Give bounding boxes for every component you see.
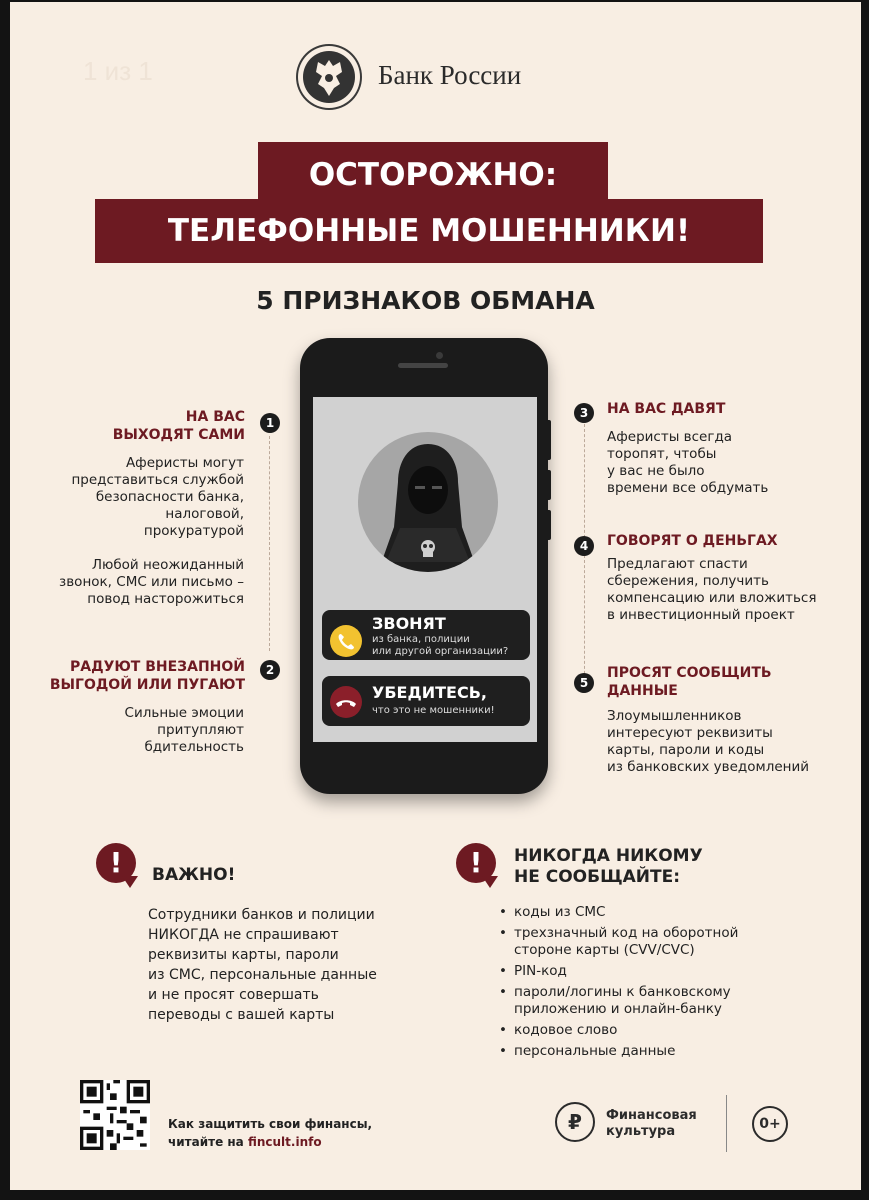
footer-text — [168, 1115, 372, 1151]
never-list — [494, 904, 764, 1064]
text-line: представиться службой — [71, 472, 244, 488]
text-line: у вас не было — [607, 463, 705, 479]
text-line: из банковских уведомлений — [607, 759, 810, 775]
phone-hangup-icon[interactable] — [330, 686, 362, 718]
text-line: Сотрудники банков и полиции — [148, 907, 375, 923]
sign-1-heading-line: ВЫХОДЯТ САМИ — [112, 427, 245, 443]
text-line: переводы с вашей карты — [148, 1007, 335, 1023]
text-line: Злоумышленников — [607, 708, 742, 724]
exclamation-bubble-icon: ! — [456, 843, 496, 883]
page-counter: 1 из 1 — [83, 56, 153, 86]
fincult-brand — [606, 1108, 697, 1140]
incoming-call-title: ЗВОНЯТ — [372, 614, 446, 633]
footer-divider — [726, 1095, 727, 1152]
phone-answer-icon[interactable] — [330, 625, 362, 657]
list-item — [494, 984, 764, 1018]
sign-3-heading: НА ВАС ДАВЯТ — [607, 401, 726, 417]
exclamation-bubble-icon: ! — [96, 843, 136, 883]
text-line: времени все обдумать — [607, 480, 769, 496]
text-line: Предлагают спасти — [607, 556, 748, 572]
list-item-line: • пароли/логины к банковскому — [514, 984, 731, 1000]
qr-code-icon[interactable] — [80, 1080, 150, 1150]
footer-prefix: читайте на — [168, 1135, 248, 1149]
list-item-line: • PIN-код — [514, 963, 567, 979]
important-text — [148, 905, 377, 1025]
sign-1-heading-line: НА ВАС — [185, 409, 245, 425]
phone-side-button — [546, 510, 551, 540]
footer-text-line: Как защитить свои финансы, — [168, 1117, 373, 1131]
text-line: карты, пароли и коды — [607, 742, 765, 758]
list-item-line: • кодовое слово — [514, 1022, 618, 1038]
sign-2-heading-line: РАДУЮТ ВНЕЗАПНОЙ — [70, 659, 245, 675]
sign-1-text — [60, 455, 244, 540]
sign-1-heading — [100, 408, 245, 444]
title-line-1: ОСТОРОЖНО: — [258, 142, 608, 208]
list-item-line: приложению и онлайн-банку — [514, 1001, 722, 1017]
sign-4-text — [607, 556, 816, 624]
double-headed-eagle-icon — [296, 44, 362, 110]
sign-2-heading — [40, 658, 245, 694]
list-item — [494, 1043, 764, 1060]
sign-2-number: 2 — [260, 660, 280, 680]
sign-5-number: 5 — [574, 673, 594, 693]
sign-2-text — [100, 705, 244, 756]
text-line: из СМС, персональные данные — [148, 967, 377, 983]
fincult-brand-line: Финансовая — [606, 1108, 697, 1123]
bank-name: Банк России — [378, 60, 522, 90]
text-line: прокуратурой — [143, 523, 244, 539]
phone-side-button — [546, 420, 551, 460]
hooded-hacker-icon — [358, 432, 498, 572]
text-line: компенсацию или вложиться — [607, 590, 817, 606]
never-title-line: НЕ СООБЩАЙТЕ: — [514, 867, 681, 887]
list-item — [494, 1022, 764, 1039]
text-line: в инвестиционный проект — [607, 607, 795, 623]
list-item-line: • персональные данные — [514, 1043, 676, 1059]
call-sub-line: из банка, полиции — [372, 634, 470, 645]
phone-camera — [436, 352, 443, 359]
text-line: НИКОГДА не спрашивают — [148, 927, 339, 943]
sign-4-heading: ГОВОРЯТ О ДЕНЬГАХ — [607, 533, 778, 549]
text-line: реквизиты карты, пароли — [148, 947, 339, 963]
call-sub-line: или другой организации? — [372, 646, 509, 657]
text-line: торопят, чтобы — [607, 446, 717, 462]
subtitle: 5 ПРИЗНАКОВ ОБМАНА — [256, 286, 595, 315]
sign-1-number: 1 — [260, 413, 280, 433]
text-line: сбережения, получить — [607, 573, 769, 589]
ruble-icon: ₽ — [555, 1102, 595, 1142]
sign-4-number: 4 — [574, 536, 594, 556]
list-item-line: • трехзначный код на оборотной — [514, 925, 739, 941]
bubble-tail — [122, 876, 138, 888]
important-title: ВАЖНО! — [152, 865, 236, 885]
never-title-line: НИКОГДА НИКОМУ — [514, 846, 703, 866]
timeline-left — [269, 436, 270, 651]
sign-2-heading-line: ВЫГОДОЙ ИЛИ ПУГАЮТ — [49, 677, 245, 693]
sign-5-heading-line: ДАННЫЕ — [607, 683, 678, 699]
sign-5-heading — [607, 664, 772, 700]
phone-side-button — [546, 470, 551, 500]
footer-text-line — [168, 1133, 372, 1151]
list-item-line: стороне карты (CVV/CVC) — [514, 942, 695, 958]
fincult-link[interactable]: fincult.info — [247, 1135, 322, 1149]
fincult-brand-line: культура — [606, 1124, 676, 1139]
list-item — [494, 904, 764, 921]
text-line: Сильные эмоции — [124, 705, 244, 721]
list-item — [494, 963, 764, 980]
age-rating-badge: 0+ — [752, 1106, 788, 1142]
text-line: повод насторожиться — [87, 591, 244, 607]
sign-5-text — [607, 708, 809, 776]
list-item-line: • коды из СМС — [514, 904, 606, 920]
text-line: бдительность — [144, 739, 244, 755]
text-line: безопасности банка, — [95, 489, 244, 505]
never-title — [514, 846, 703, 888]
sign-3-number: 3 — [574, 403, 594, 423]
verify-call-title: УБЕДИТЕСЬ, — [372, 683, 487, 702]
bubble-tail — [482, 876, 498, 888]
text-line: и не просят совершать — [148, 987, 319, 1003]
sign-1-text-2 — [45, 557, 244, 608]
title-line-2: ТЕЛЕФОННЫЕ МОШЕННИКИ! — [95, 199, 763, 263]
text-line: Аферисты могут — [125, 455, 244, 471]
sign-5-heading-line: ПРОСЯТ СООБЩИТЬ — [607, 665, 772, 681]
sign-3-text — [607, 429, 768, 497]
text-line: налоговой, — [165, 506, 244, 522]
phone-speaker — [398, 363, 448, 368]
text-line: интересуют реквизиты — [607, 725, 773, 741]
incoming-call-subtitle — [372, 634, 508, 658]
verify-call-subtitle: что это не мошенники! — [372, 705, 495, 716]
text-line: Аферисты всегда — [607, 429, 733, 445]
text-line: притупляют — [157, 722, 244, 738]
text-line: Любой неожиданный — [91, 557, 244, 573]
text-line: звонок, СМС или письмо – — [59, 574, 244, 590]
list-item — [494, 925, 764, 959]
